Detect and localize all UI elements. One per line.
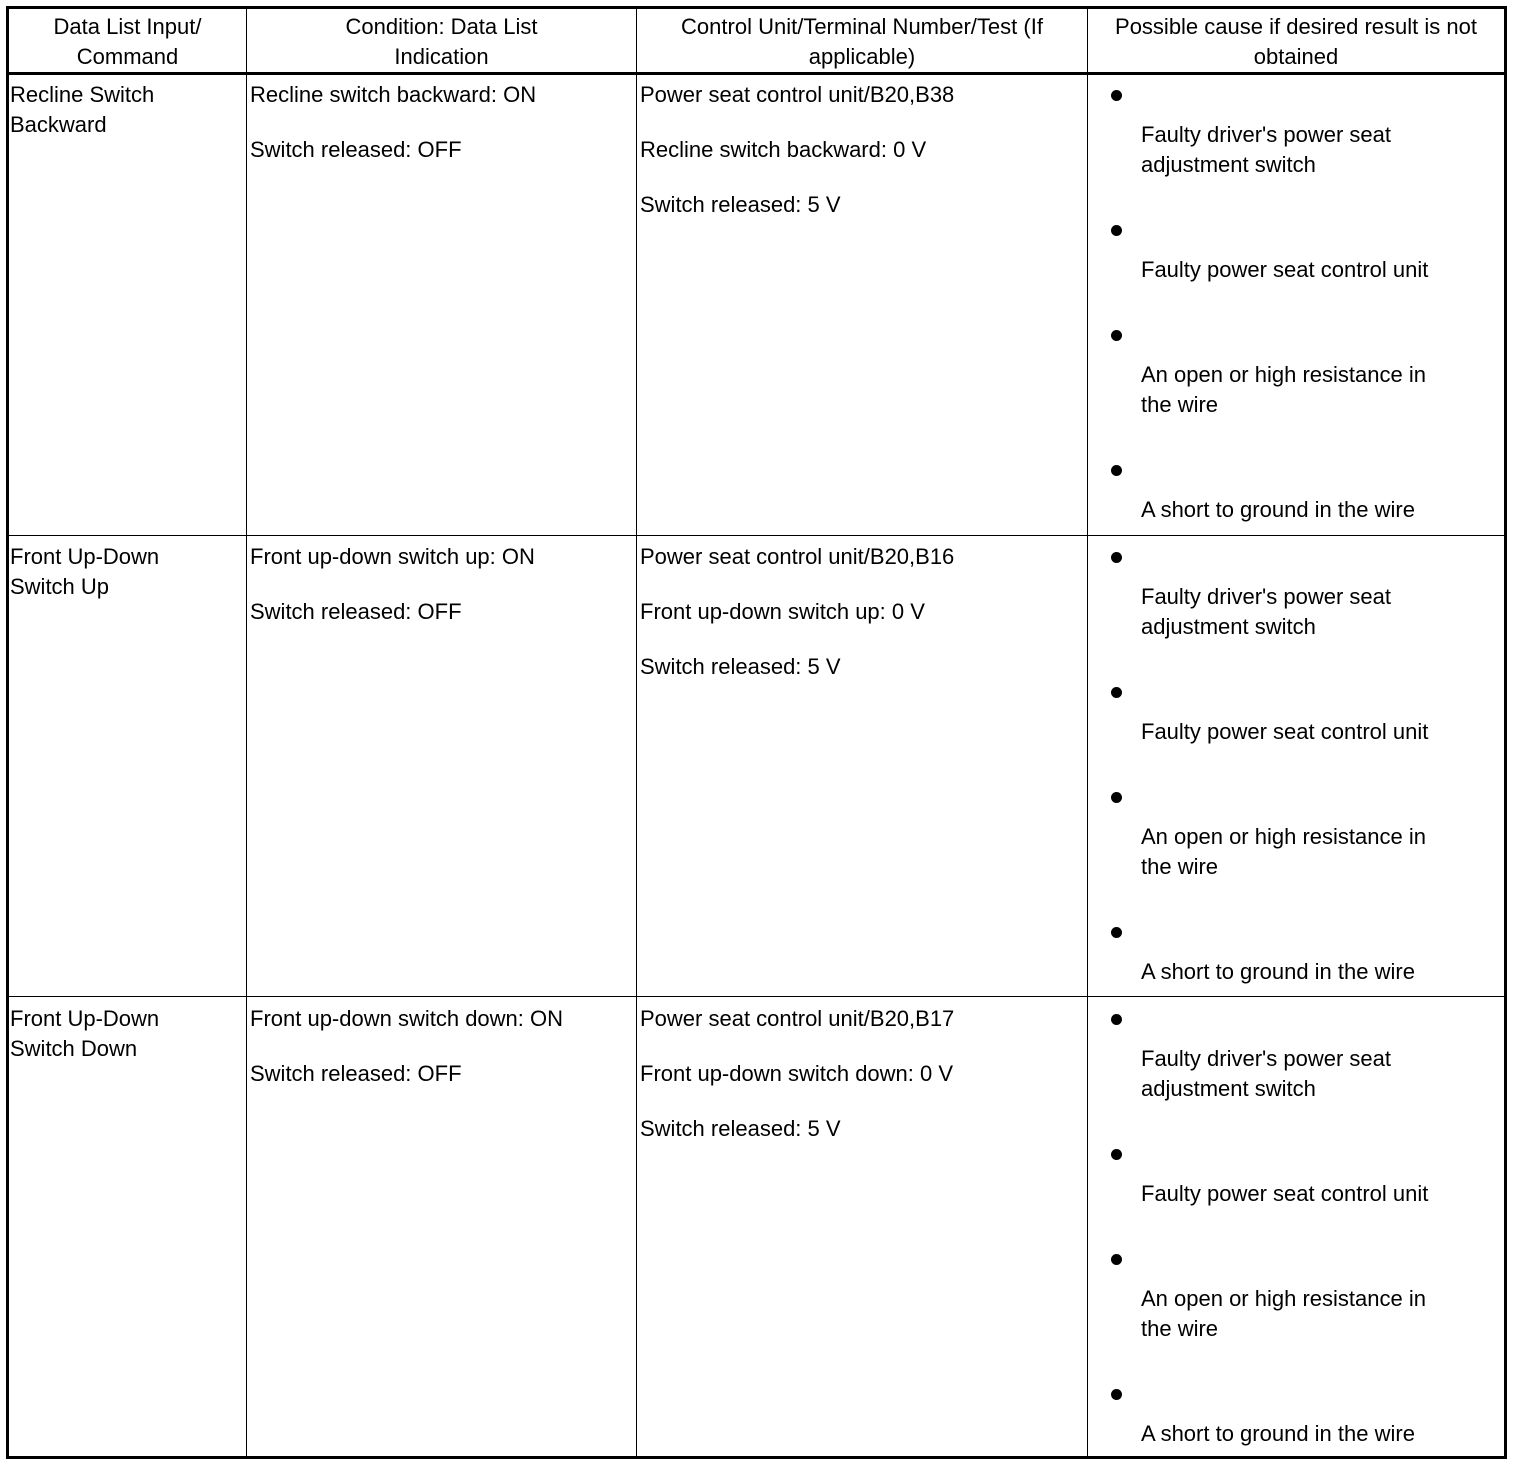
possible-cause-line: An open or high resistance in [1141, 362, 1426, 387]
column-divider [636, 9, 637, 1456]
row-condition-cell [250, 1004, 636, 1456]
row-divider [9, 996, 1504, 997]
possible-cause-item [1141, 1419, 1481, 1449]
possible-cause-item [1141, 582, 1481, 642]
input-name-line: Backward [10, 112, 107, 137]
row-causes-cell [1089, 80, 1503, 533]
row-divider [9, 535, 1504, 536]
condition-text: Switch released: OFF [250, 1061, 462, 1086]
input-name-line: Switch Up [10, 574, 110, 599]
bullet-icon [1111, 927, 1122, 938]
possible-cause-line: adjustment switch [1141, 1076, 1316, 1101]
bullet-icon [1111, 330, 1122, 341]
row-control-cell [640, 80, 1086, 533]
header-possible-cause: Possible cause if desired result is not obtained [1115, 14, 1477, 69]
control-text: Power seat control unit/B20,B16 [640, 544, 955, 569]
possible-cause-line: adjustment switch [1141, 152, 1316, 177]
condition-text: Front up-down switch up: ON [250, 544, 535, 569]
possible-cause-line: Faulty power seat control unit [1141, 1181, 1429, 1206]
input-name-line: Recline Switch [10, 82, 155, 107]
bullet-icon [1111, 465, 1122, 476]
input-name-line: Front Up-Down [10, 544, 160, 569]
possible-cause-item [1141, 360, 1481, 420]
possible-cause-item [1141, 717, 1481, 747]
bullet-icon [1111, 552, 1122, 563]
possible-cause-line: the wire [1141, 392, 1219, 417]
row-input-cell [10, 542, 246, 994]
condition-text: Switch released: OFF [250, 599, 462, 624]
bullet-icon [1111, 90, 1122, 101]
control-text: Switch released: 5 V [640, 1116, 841, 1141]
control-text: Recline switch backward: 0 V [640, 137, 927, 162]
paragraph-gap [640, 627, 1086, 652]
row-condition-cell [250, 542, 636, 994]
bullet-icon [1111, 687, 1122, 698]
possible-cause-line: A short to ground in the wire [1141, 497, 1415, 522]
bullet-icon [1111, 225, 1122, 236]
possible-cause-line: Faulty power seat control unit [1141, 719, 1429, 744]
bullet-icon [1111, 1014, 1122, 1025]
possible-cause-item [1141, 255, 1481, 285]
control-text: Front up-down switch down: 0 V [640, 1061, 954, 1086]
control-text: Switch released: 5 V [640, 654, 841, 679]
paragraph-gap [250, 1034, 636, 1059]
paragraph-gap [250, 110, 636, 135]
possible-cause-line: the wire [1141, 854, 1219, 879]
row-control-cell [640, 542, 1086, 994]
possible-cause-line: Faulty driver's power seat [1141, 122, 1391, 147]
bullet-icon [1111, 1389, 1122, 1400]
possible-cause-line: A short to ground in the wire [1141, 1421, 1415, 1446]
paragraph-gap [250, 572, 636, 597]
row-condition-cell [250, 80, 636, 533]
paragraph-gap [640, 1034, 1086, 1059]
possible-cause-line: Faulty driver's power seat [1141, 1046, 1391, 1071]
column-divider [246, 9, 247, 1456]
bullet-icon [1111, 792, 1122, 803]
possible-cause-line: An open or high resistance in [1141, 1286, 1426, 1311]
header-control-unit: Control Unit/Terminal Number/Test (If applicable) [681, 14, 1043, 69]
control-text: Front up-down switch up: 0 V [640, 599, 925, 624]
diagnostic-table [6, 6, 1507, 1459]
possible-cause-line: Faulty driver's power seat [1141, 584, 1391, 609]
possible-cause-line: A short to ground in the wire [1141, 959, 1415, 984]
row-input-cell [10, 80, 246, 533]
control-text: Power seat control unit/B20,B17 [640, 1006, 955, 1031]
possible-cause-item [1141, 1179, 1481, 1209]
input-name-line: Front Up-Down [10, 1006, 160, 1031]
bullet-icon [1111, 1254, 1122, 1265]
input-name-line: Switch Down [10, 1036, 138, 1061]
possible-cause-item [1141, 120, 1481, 180]
possible-cause-line: the wire [1141, 1316, 1219, 1341]
possible-cause-item [1141, 1284, 1481, 1344]
row-input-cell [10, 1004, 246, 1456]
condition-text: Switch released: OFF [250, 137, 462, 162]
row-causes-cell [1089, 1004, 1503, 1456]
possible-cause-item [1141, 1044, 1481, 1104]
possible-cause-item [1141, 822, 1481, 882]
header-condition: Condition: Data List Indication [345, 14, 538, 69]
possible-cause-item [1141, 495, 1481, 525]
paragraph-gap [640, 110, 1086, 135]
possible-cause-line: adjustment switch [1141, 614, 1316, 639]
row-control-cell [640, 1004, 1086, 1456]
paragraph-gap [640, 1089, 1086, 1114]
control-text: Power seat control unit/B20,B38 [640, 82, 955, 107]
paragraph-gap [640, 572, 1086, 597]
possible-cause-line: An open or high resistance in [1141, 824, 1426, 849]
possible-cause-line: Faulty power seat control unit [1141, 257, 1429, 282]
row-causes-cell [1089, 542, 1503, 994]
possible-cause-item [1141, 957, 1481, 987]
bullet-icon [1111, 1149, 1122, 1160]
paragraph-gap [640, 165, 1086, 190]
condition-text: Recline switch backward: ON [250, 82, 537, 107]
condition-text: Front up-down switch down: ON [250, 1006, 564, 1031]
control-text: Switch released: 5 V [640, 192, 841, 217]
header-data-list-input: Data List Input/ Command [53, 14, 202, 69]
column-divider [1087, 9, 1088, 1456]
